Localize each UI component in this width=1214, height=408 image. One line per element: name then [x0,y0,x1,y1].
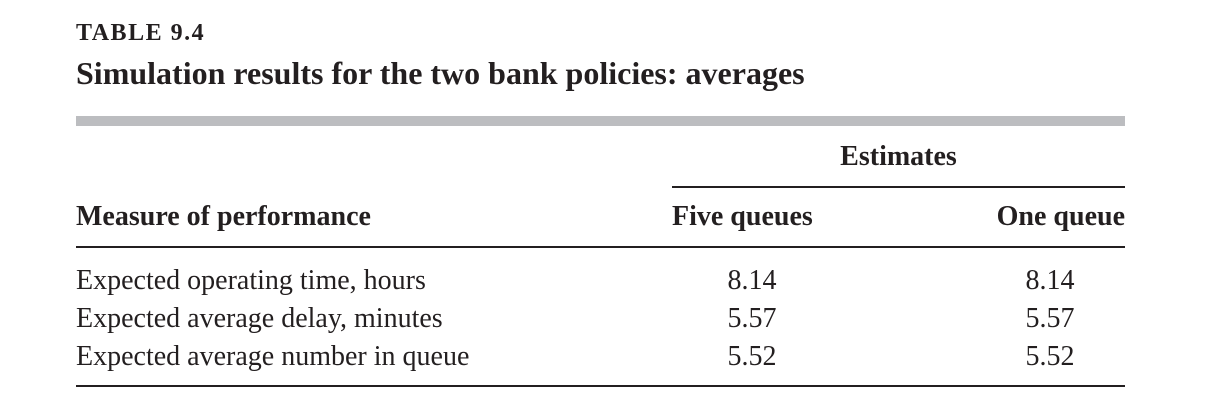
estimates-rule [672,186,1125,188]
row-one-queue-value: 8.14 [1025,265,1075,296]
row-one-queue-value: 5.57 [1025,303,1075,334]
row-five-queues-value: 5.57 [727,303,777,334]
column-header-one-queue: One queue [996,201,1125,232]
row-measure: Expected average delay, minutes [76,303,443,334]
row-measure: Expected average number in queue [76,341,470,372]
column-header-measure: Measure of performance [76,201,371,232]
table-row [0,262,1214,300]
table-row [0,300,1214,338]
table-title: Simulation results for the two bank policies: averages [76,55,805,91]
row-five-queues-value: 8.14 [727,265,777,296]
column-header-five-queues: Five queues [672,201,813,232]
title-divider-bar [76,116,1125,126]
row-five-queues-value: 5.52 [727,341,777,372]
header-rule [76,246,1125,248]
row-measure: Expected operating time, hours [76,265,426,296]
bottom-rule [76,385,1125,387]
row-one-queue-value: 5.52 [1025,341,1075,372]
estimates-header: Estimates [840,141,957,172]
table-label: TABLE 9.4 [76,20,206,46]
table-row [0,338,1214,376]
